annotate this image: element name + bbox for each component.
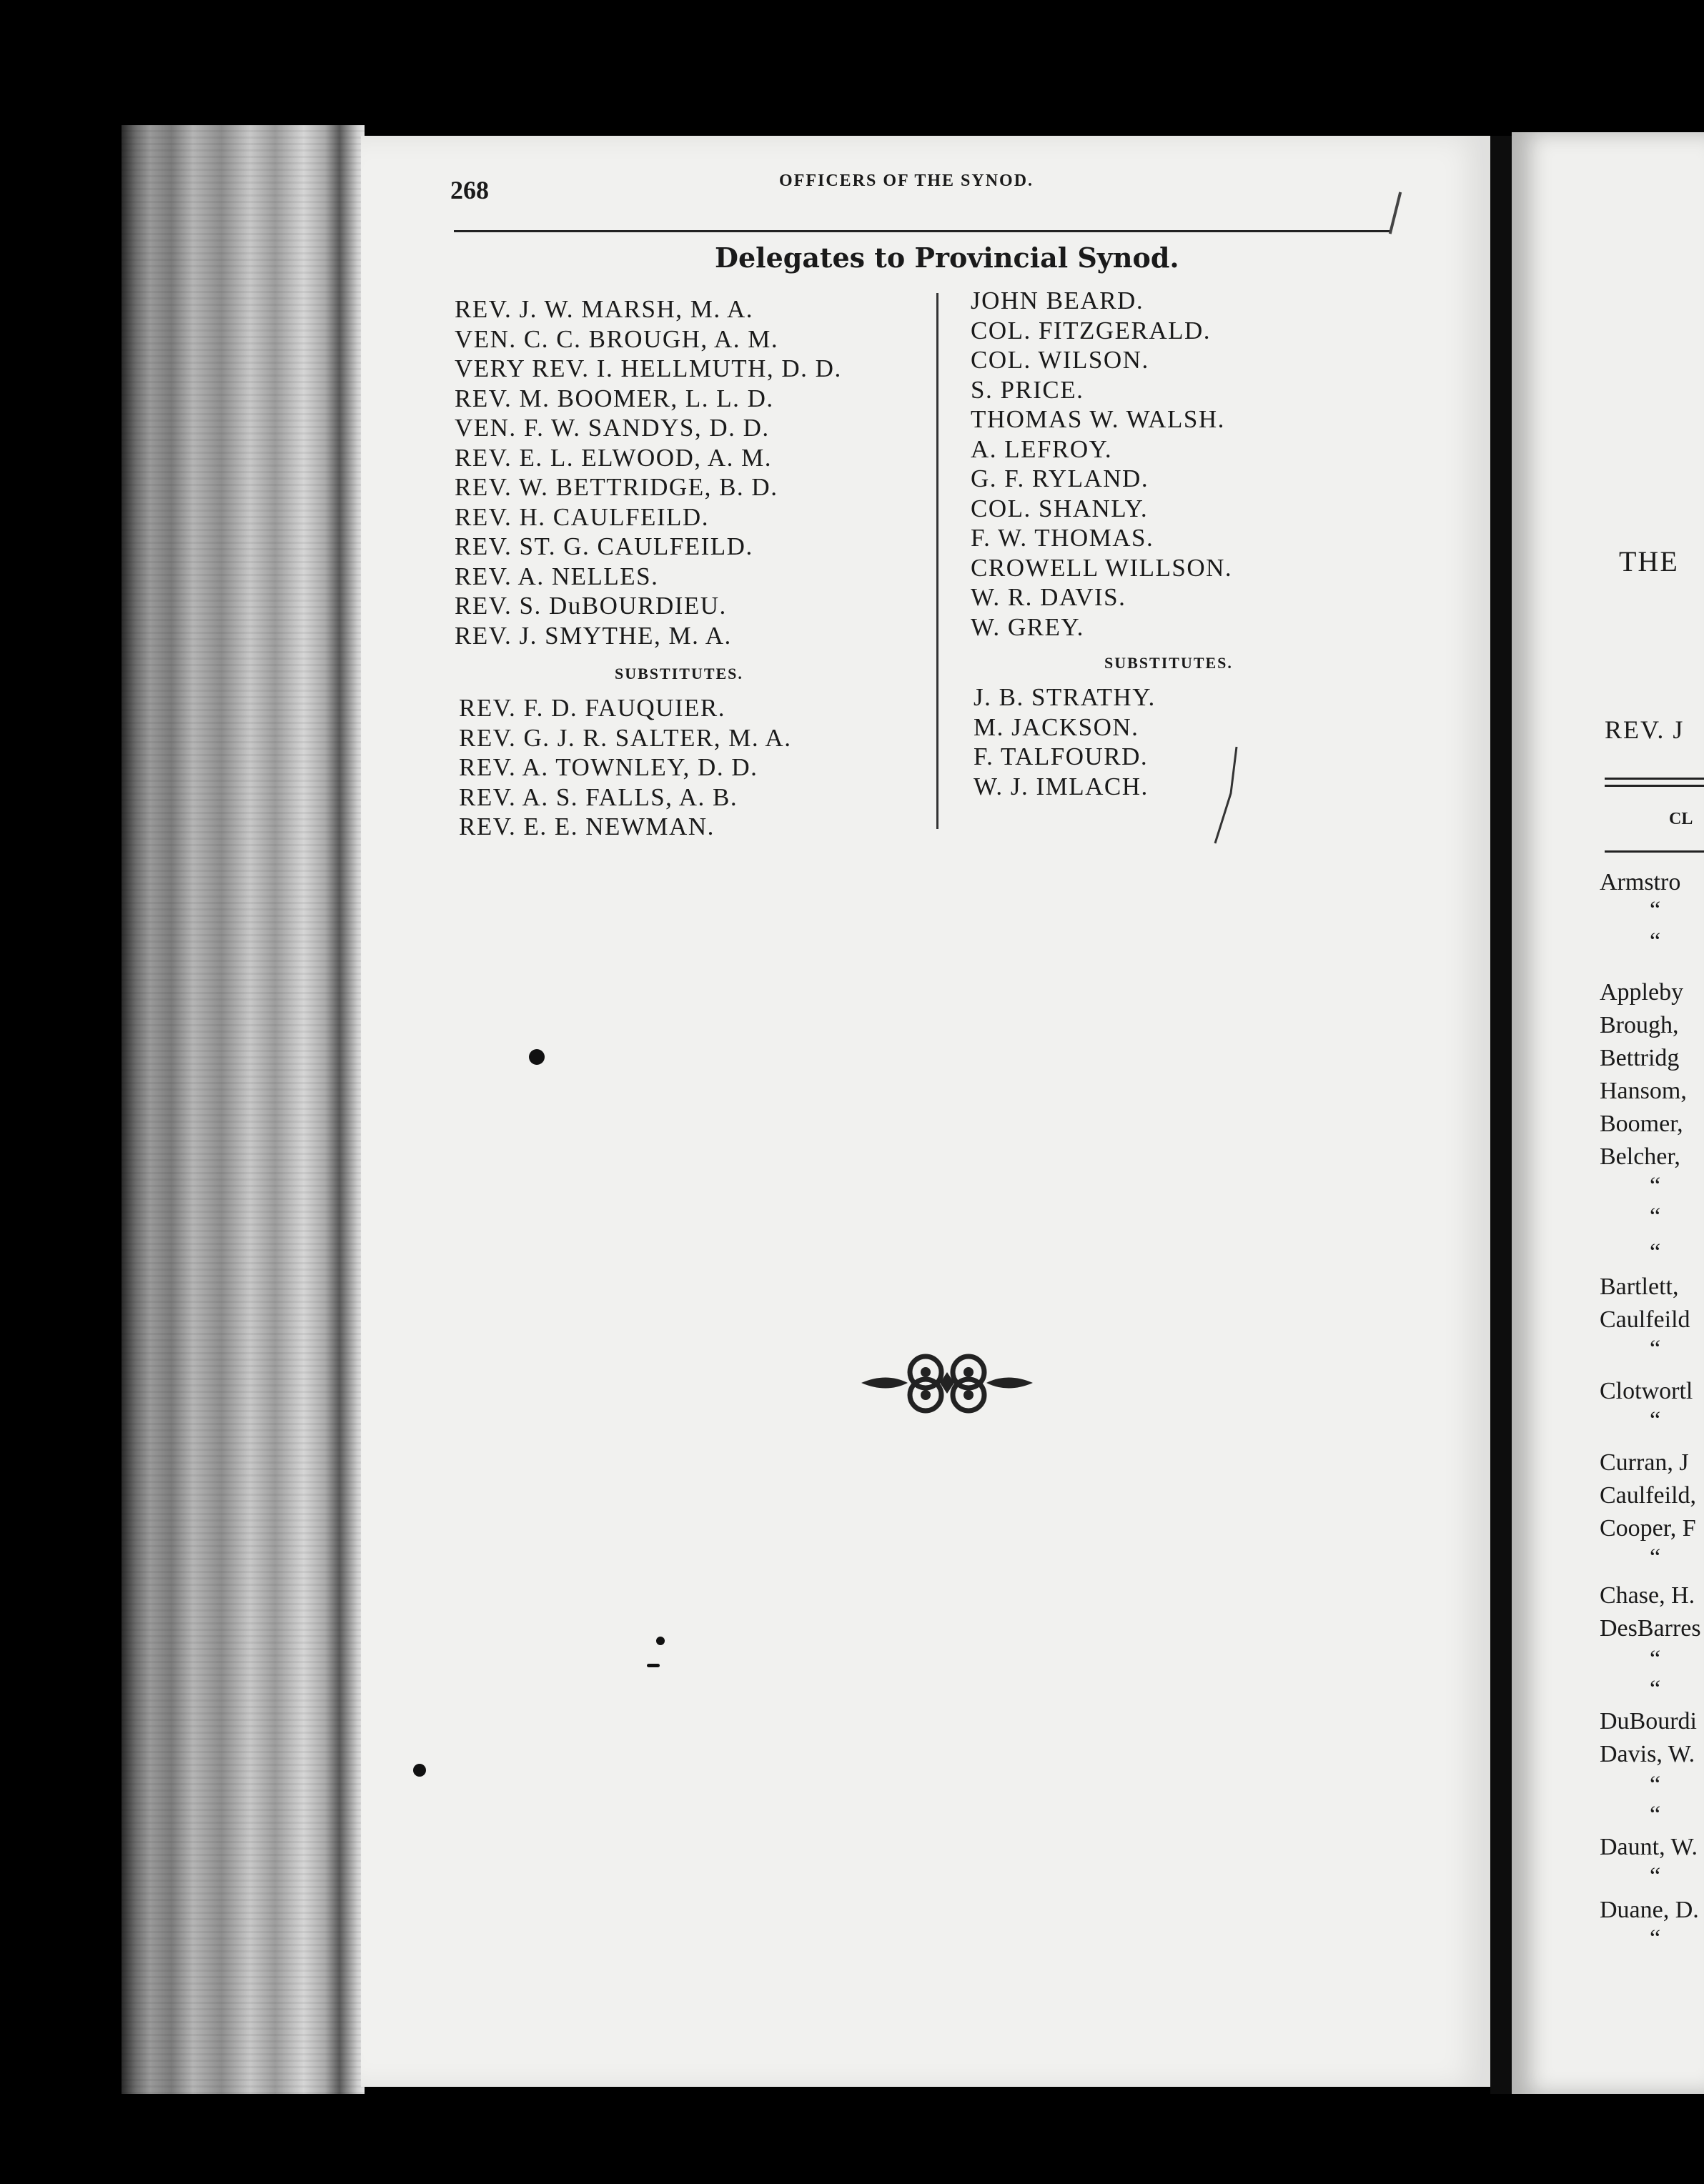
list-item: “ (1650, 1336, 1661, 1362)
list-item: “ (1650, 1407, 1661, 1434)
ink-speck (656, 1637, 665, 1645)
list-item: “ (1650, 1676, 1661, 1702)
list-item: VERY REV. I. HELLMUTH, D. D. (455, 354, 842, 382)
right-page-rule (1605, 850, 1704, 853)
pencil-bracket (1187, 743, 1244, 850)
list-item: G. F. RYLAND. (971, 465, 1149, 492)
right-page-rev: REV. J (1605, 715, 1685, 744)
header-rule (454, 230, 1390, 232)
list-item: M. JACKSON. (974, 713, 1139, 741)
list-item: REV. E. L. ELWOOD, A. M. (455, 443, 772, 472)
list-item: Curran, J (1600, 1449, 1689, 1476)
list-item: REV. W. BETTRIDGE, B. D. (455, 473, 778, 501)
list-item: DesBarres (1600, 1615, 1701, 1642)
list-item: REV. G. J. R. SALTER, M. A. (459, 723, 792, 752)
list-item: “ (1650, 897, 1661, 923)
running-head: OFFICERS OF THE SYNOD. (779, 172, 1034, 190)
list-item: Bettridg (1600, 1045, 1680, 1071)
list-item: Boomer, (1600, 1111, 1683, 1137)
list-item: JOHN BEARD. (971, 287, 1144, 314)
list-item: COL. SHANLY. (971, 494, 1149, 522)
ink-speck (529, 1049, 545, 1065)
list-item: J. B. STRATHY. (974, 683, 1156, 711)
list-item: Brough, (1600, 1012, 1679, 1038)
list-item: REV. M. BOOMER, L. L. D. (455, 384, 774, 412)
right-page-rule (1605, 778, 1704, 780)
list-item: VEN. C. C. BROUGH, A. M. (455, 324, 779, 353)
list-item: F. W. THOMAS. (971, 524, 1154, 552)
list-item: REV. ST. G. CAULFEILD. (455, 532, 753, 560)
list-item: Cooper, F (1600, 1515, 1696, 1542)
list-item: “ (1650, 1863, 1661, 1890)
list-item: VEN. F. W. SANDYS, D. D. (455, 414, 770, 442)
list-item: F. TALFOURD. (974, 743, 1149, 770)
list-item: CROWELL WILLSON. (971, 553, 1233, 582)
list-item: Duane, D. (1600, 1897, 1699, 1923)
list-item: “ (1650, 928, 1661, 955)
list-item: REV. S. DuBOURDIEU. (455, 592, 727, 620)
list-item: Caulfeild, (1600, 1482, 1697, 1509)
list-item: “ (1650, 1925, 1661, 1952)
list-item: COL. WILSON. (971, 346, 1149, 374)
list-item: Hansom, (1600, 1078, 1687, 1104)
list-item: S. PRICE. (971, 375, 1084, 404)
list-item: “ (1650, 1544, 1661, 1571)
list-item: A. LEFROY. (971, 435, 1113, 463)
ink-speck (413, 1764, 426, 1777)
ornament-icon (858, 1344, 1036, 1422)
list-item: W. J. IMLACH. (974, 772, 1149, 800)
list-item: REV. H. CAULFEILD. (455, 502, 709, 531)
list-item: “ (1650, 1239, 1661, 1266)
list-item: DuBourdi (1600, 1708, 1697, 1734)
clergy-substitutes-heading: SUBSTITUTES. (615, 665, 743, 682)
list-item: REV. J. SMYTHE, M. A. (455, 621, 732, 650)
right-page-heading: THE (1619, 545, 1679, 577)
page-block-edges (122, 125, 365, 2094)
right-page-name-list (1600, 866, 1701, 1951)
list-item: Davis, W. (1600, 1741, 1695, 1767)
list-item: “ (1650, 1772, 1661, 1798)
list-item: Appleby (1600, 979, 1684, 1006)
list-item: REV. A. NELLES. (455, 562, 659, 590)
list-item: Caulfeild (1600, 1306, 1690, 1333)
right-page-rule (1605, 785, 1704, 787)
list-item: Chase, H. (1600, 1582, 1695, 1609)
list-item: “ (1650, 1646, 1661, 1672)
list-item: REV. E. E. NEWMAN. (459, 813, 715, 840)
ink-speck (647, 1664, 660, 1667)
list-item: REV. A. TOWNLEY, D. D. (459, 753, 758, 781)
laity-substitutes-heading: SUBSTITUTES. (1104, 654, 1233, 672)
clergy-substitutes-list (459, 693, 791, 842)
list-item: “ (1650, 1203, 1661, 1230)
page-number: 268 (450, 176, 489, 204)
list-item: REV. A. S. FALLS, A. B. (459, 783, 738, 811)
column-divider (936, 293, 938, 829)
list-item: REV. J. W. MARSH, M. A. (455, 295, 753, 323)
clergy-delegates-list (455, 294, 842, 650)
list-item: Armstro (1600, 869, 1681, 895)
laity-delegates-list (971, 286, 1232, 642)
list-item: “ (1650, 1802, 1661, 1828)
list-item: Bartlett, (1600, 1274, 1679, 1300)
right-page-subheading: CL (1669, 810, 1693, 828)
list-item: Clotwortl (1600, 1378, 1693, 1404)
book-gutter (1490, 136, 1512, 2094)
section-title: Delegates to Provincial Synod. (715, 242, 1179, 274)
list-item: Daunt, W. (1600, 1834, 1698, 1860)
laity-substitutes-list (974, 682, 1156, 801)
list-item: REV. F. D. FAUQUIER. (459, 694, 726, 722)
list-item: W. GREY. (971, 612, 1084, 641)
list-item: “ (1650, 1173, 1661, 1199)
list-item: Belcher, (1600, 1143, 1680, 1170)
list-item: W. R. DAVIS. (971, 583, 1126, 611)
list-item: THOMAS W. WALSH. (971, 405, 1225, 433)
list-item: COL. FITZGERALD. (971, 316, 1212, 344)
